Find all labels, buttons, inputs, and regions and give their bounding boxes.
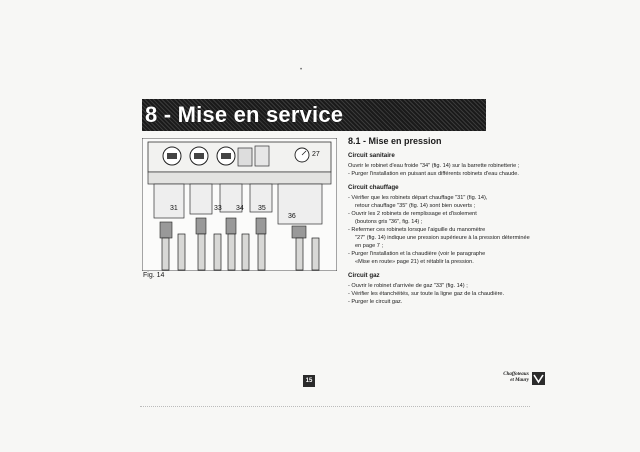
figure-label-36: 36 bbox=[288, 213, 296, 220]
subheading-chauffage: Circuit chauffage bbox=[348, 184, 399, 191]
list-item-continuation: «Mise en route» page 21) et rétablir la pression. bbox=[355, 259, 474, 265]
paragraph: - Purger le circuit gaz. bbox=[348, 299, 403, 305]
figure-label-35: 35 bbox=[258, 205, 266, 212]
paragraph: - Purger l'installation en puisant aux différents robinets d'eau chaude. bbox=[348, 171, 519, 177]
list-item bbox=[348, 226, 536, 250]
figure-label-34: 34 bbox=[236, 205, 244, 212]
page-number: 15 bbox=[303, 375, 315, 387]
list-item-lead: - Vérifier que les robinets départ chauffage "31" (fig. 14), bbox=[348, 195, 488, 201]
list-item-continuation: (boutons gris "36", fig. 14) ; bbox=[355, 219, 423, 225]
brand-line-1: Chaffoteaux bbox=[503, 372, 529, 377]
brand-chevron-icon bbox=[532, 372, 545, 385]
figure-label-33: 33 bbox=[214, 205, 222, 212]
list-item-lead: - Ouvrir les 2 robinets de remplissage et d'isolement bbox=[348, 211, 477, 217]
figure-label-31: 31 bbox=[170, 205, 178, 212]
section-title: 8.1 - Mise en pression bbox=[348, 136, 442, 146]
paragraph: - Vérifier les étanchéités, sur toute la ligne gaz de la chaudière. bbox=[348, 291, 505, 297]
list-item-continuation: "27" (fig. 14) indique une pression supérieure à la pression déterminée en page 7 ; bbox=[355, 235, 530, 249]
text-column bbox=[348, 136, 536, 306]
brand-name bbox=[491, 372, 529, 384]
list-item-lead: - Purger l'installation et la chaudière (voir le paragraphe bbox=[348, 251, 486, 257]
list-item-continuation: retour chauffage "35" (fig. 14) sont bien ouverts ; bbox=[355, 203, 476, 209]
figure-label-27: 27 bbox=[312, 151, 320, 158]
list-item bbox=[348, 210, 536, 226]
brand-line-2: et Maury bbox=[510, 378, 529, 383]
boiler-valve-illustration bbox=[142, 138, 337, 271]
list-item bbox=[348, 194, 536, 210]
subheading-sanitaire: Circuit sanitaire bbox=[348, 152, 395, 159]
banner-title: 8 - Mise en service bbox=[145, 102, 344, 127]
scan-speck: • bbox=[300, 67, 303, 73]
subheading-gaz: Circuit gaz bbox=[348, 272, 380, 279]
footer-rule bbox=[140, 406, 530, 407]
figure-caption: Fig. 14 bbox=[143, 272, 165, 279]
list-item bbox=[348, 250, 536, 266]
list-item-lead: - Refermer ces robinets lorsque l'aiguille du manomètre bbox=[348, 227, 486, 233]
paragraph: Ouvrir le robinet d'eau froide "34" (fig. 14) sur la barrette robinetterie ; bbox=[348, 163, 520, 169]
paragraph: - Ouvrir le robinet d'arrivée de gaz "33" (fig. 14) ; bbox=[348, 283, 468, 289]
